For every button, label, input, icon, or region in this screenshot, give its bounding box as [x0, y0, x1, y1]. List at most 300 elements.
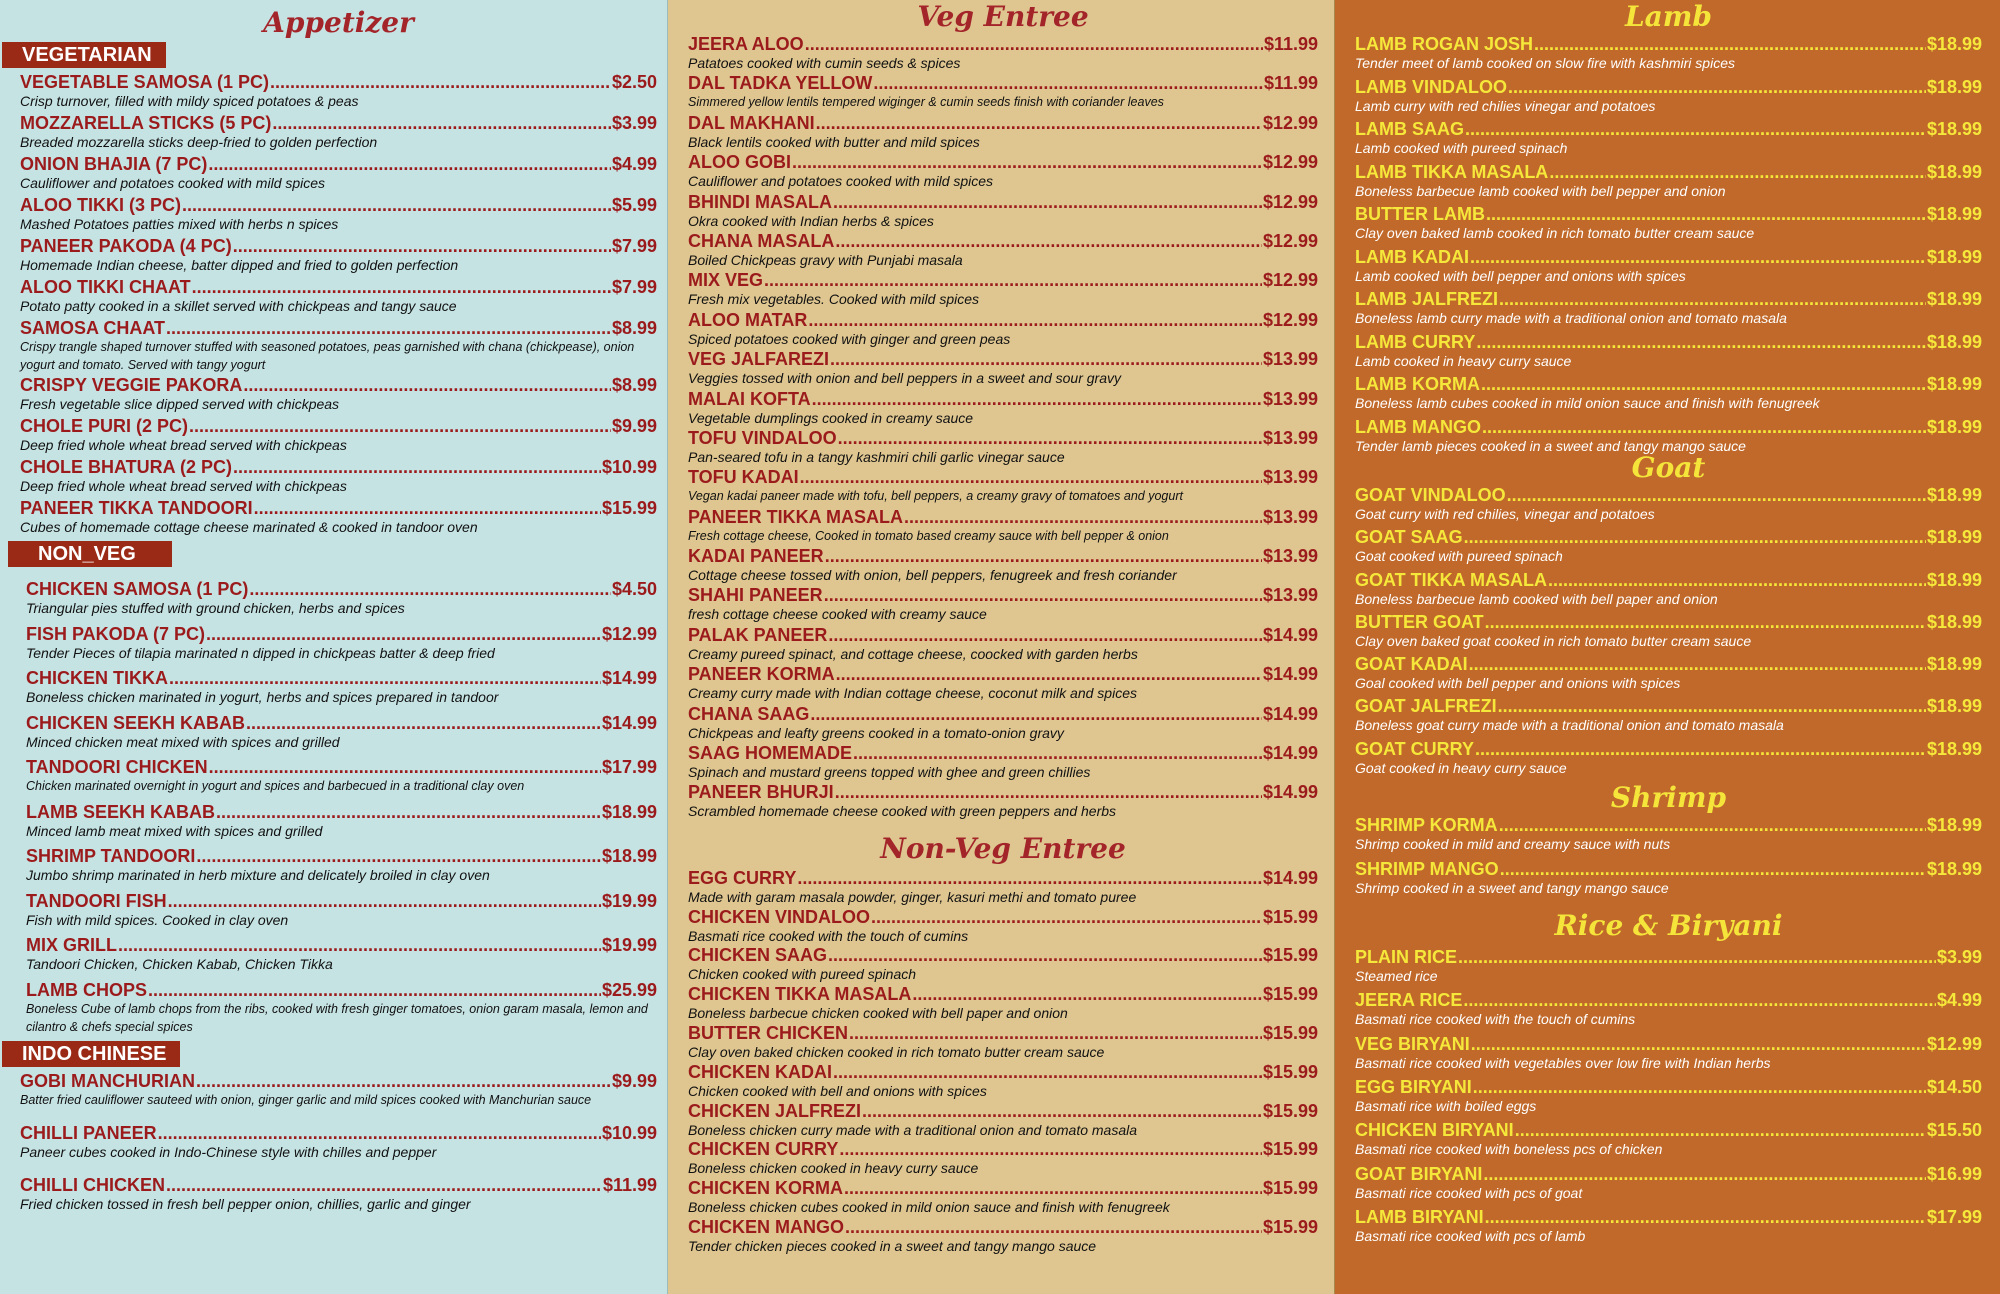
menu-item: [688, 231, 1318, 270]
dot-leader: [835, 231, 1262, 251]
dot-leader: [853, 743, 1262, 763]
item-price: $14.99: [1262, 664, 1318, 685]
item-price: $14.99: [1262, 743, 1318, 764]
item-name: CHICKEN BIRYANI: [1355, 1120, 1514, 1141]
menu-item: [1355, 332, 1982, 375]
item-price: $14.99: [1262, 703, 1318, 724]
item-description: Basmati rice cooked with boneless pcs of chicken: [1355, 1141, 1663, 1158]
menu-item-line: [20, 195, 657, 215]
vegetarian-list: [20, 72, 657, 539]
item-name: PANEER KORMA: [688, 664, 835, 685]
item-description: Tender meet of lamb cooked on slow fire with kashmiri spices: [1355, 55, 1735, 71]
item-name: MIX GRILL: [26, 935, 117, 955]
menu-item-line: [26, 624, 657, 644]
item-price: $11.99: [1263, 73, 1318, 94]
item-description: Basmati rice cooked with pcs of lamb: [1355, 1227, 1586, 1244]
item-name: GOAT CURRY: [1355, 738, 1474, 759]
item-price: $3.99: [1936, 947, 1982, 968]
dot-leader: [1475, 739, 1926, 759]
non-veg-band: NON_VEG: [8, 541, 172, 567]
dot-leader: [800, 467, 1262, 487]
dot-leader: [816, 113, 1262, 133]
item-description: Spiced potatoes cooked with ginger and green peas: [688, 330, 1011, 347]
item-description: Lamb cooked with pureed spinach: [1355, 140, 1568, 156]
item-name: LAMB VINDALOO: [1355, 76, 1507, 97]
menu-item-line: [20, 277, 657, 297]
dot-leader: [270, 72, 611, 92]
dot-leader: [1469, 654, 1926, 674]
item-description: Chicken cooked with pureed spinach: [688, 966, 917, 983]
menu-item-line: [1355, 417, 1982, 437]
item-description: Vegan kadai paneer made with tofu, bell peppers, a creamy gravy of tomatoes and yogurt: [688, 489, 1183, 504]
item-price: $12.99: [1926, 1033, 1982, 1054]
item-description: Lamb cooked in heavy curry sauce: [1355, 352, 1572, 369]
item-price: $15.99: [1262, 906, 1318, 927]
dot-leader: [246, 713, 601, 733]
menu-item: [20, 1175, 657, 1227]
item-description: Boneless barbecue lamb cooked with bell pepper and onion: [1355, 182, 1726, 199]
menu-item-line: [20, 375, 657, 395]
dot-leader: [1498, 696, 1926, 716]
appetizer-heading: Appetizer: [263, 6, 414, 39]
item-price: $10.99: [601, 1122, 657, 1143]
dot-leader: [828, 625, 1262, 645]
item-price: $13.99: [1262, 388, 1318, 409]
item-description: Tender chicken pieces cooked in a sweet and tangy mango sauce: [688, 1237, 1097, 1254]
item-name: DAL TADKA YELLOW: [688, 73, 873, 94]
menu-item: [688, 507, 1318, 546]
dot-leader: [1471, 1034, 1926, 1054]
menu-item: [1355, 162, 1982, 205]
dot-leader: [839, 1139, 1262, 1159]
item-description: Chicken cooked with bell and onions with spices: [688, 1082, 987, 1099]
menu-item: [26, 624, 657, 669]
item-description: Okra cooked with Indian herbs & spices: [688, 212, 934, 229]
item-price: $19.99: [601, 935, 657, 955]
menu-item: [688, 34, 1318, 73]
item-description: Patatoes cooked with cumin seeds & spices: [688, 55, 961, 71]
menu-item: [688, 907, 1318, 946]
dot-leader: [1485, 612, 1926, 632]
item-description: Basmati rice cooked with the touch of cumins: [1355, 1011, 1636, 1028]
item-name: CHILLI CHICKEN: [20, 1174, 165, 1195]
menu-item-line: [688, 73, 1318, 93]
menu-item-line: [688, 664, 1318, 684]
menu-item-line: [20, 416, 657, 436]
menu-item: [688, 704, 1318, 743]
menu-item: [688, 428, 1318, 467]
item-name: CHOLE BHATURA (2 PC): [20, 457, 232, 477]
menu-item-line: [1355, 990, 1982, 1010]
menu-item-line: [688, 1139, 1318, 1159]
item-price: $4.99: [1936, 990, 1982, 1011]
menu-item-line: [688, 34, 1318, 54]
item-price: $13.99: [1262, 427, 1318, 448]
item-description: Basmati rice with boiled eggs: [1355, 1097, 1537, 1114]
item-description: Crisp turnover, filled with mildy spiced potatoes & peas: [20, 93, 359, 109]
item-price: $14.99: [1262, 624, 1318, 645]
menu-item-line: [688, 546, 1318, 566]
item-price: $15.99: [1262, 1100, 1318, 1121]
menu-item-line: [1355, 289, 1982, 309]
item-description: Crispy trangle shaped turnover stuffed with seasoned potatoes, peas garnished with chana (chickpease), onion yogurt and tomato. Served with tangy yogurt: [20, 340, 635, 372]
dot-leader: [1507, 485, 1926, 505]
item-name: CHICKEN KADAI: [688, 1061, 832, 1082]
menu-item: [688, 1023, 1318, 1062]
menu-item-line: [1355, 247, 1982, 267]
item-description: Creamy pureed spinact, and cottage cheese, coocked with garden herbs: [688, 645, 1138, 662]
item-description: Batter fried cauliflower sauteed with onion, ginger garlic and mild spices cooked with Manchurian sauce: [20, 1092, 592, 1107]
item-price: $8.99: [611, 318, 657, 338]
non-veg-entree-list: [688, 868, 1318, 1256]
item-name: PANEER TIKKA TANDOORI: [20, 498, 253, 518]
menu-item-line: [1355, 332, 1982, 352]
item-description: Basmati rice cooked with the touch of cumins: [688, 927, 969, 944]
dot-leader: [196, 1071, 611, 1091]
dot-leader: [272, 113, 611, 133]
dot-leader: [808, 310, 1262, 330]
item-description: Fresh vegetable slice dipped served with chickpeas: [20, 396, 340, 412]
item-name: GOBI MANCHURIAN: [20, 1070, 195, 1091]
item-description: Minced chicken meat mixed with spices and grilled: [26, 733, 340, 750]
item-name: LAMB BIRYANI: [1355, 1206, 1484, 1227]
item-name: LAMB CHOPS: [26, 979, 147, 1000]
rice-list: [1355, 947, 1982, 1250]
item-name: FISH PAKODA (7 PC): [26, 623, 206, 644]
menu-item: [1355, 204, 1982, 247]
menu-item-line: [20, 72, 657, 92]
menu-item-line: [1355, 859, 1982, 879]
item-price: $12.99: [1262, 112, 1318, 133]
dot-leader: [148, 980, 601, 1000]
dot-leader: [192, 277, 611, 297]
item-price: $18.99: [1926, 416, 1982, 437]
dot-leader: [824, 585, 1262, 605]
item-price: $12.99: [1262, 230, 1318, 251]
item-name: TANDOORI FISH: [26, 890, 167, 911]
item-description: Basmati rice cooked with pcs of goat: [1355, 1184, 1583, 1201]
dot-leader: [833, 1062, 1262, 1082]
item-price: $15.99: [1262, 984, 1318, 1005]
dot-leader: [1508, 77, 1926, 97]
dot-leader: [254, 498, 601, 518]
menu-item-line: [688, 310, 1318, 330]
menu-item-line: [688, 868, 1318, 888]
item-name: LAMB CURRY: [1355, 331, 1476, 352]
item-description: Goat cooked with pureed spinach: [1355, 548, 1563, 565]
dot-leader: [233, 457, 601, 477]
menu-item-line: [20, 498, 657, 518]
item-price: $18.99: [1926, 611, 1982, 632]
dot-leader: [812, 389, 1262, 409]
dot-leader: [168, 891, 601, 911]
item-description: Boneless lamb curry made with a traditional onion and tomato masala: [1355, 310, 1787, 326]
dot-leader: [764, 270, 1262, 290]
menu-item-line: [20, 1175, 657, 1195]
item-description: Tender lamb pieces cooked in a sweet and tangy mango sauce: [1355, 437, 1746, 454]
item-name: JEERA ALOO: [688, 34, 804, 54]
item-name: PANEER PAKODA (4 PC): [20, 236, 232, 256]
item-price: $8.99: [611, 375, 657, 395]
dot-leader: [904, 507, 1262, 527]
menu-item: [20, 1071, 657, 1123]
item-name: EGG CURRY: [688, 867, 797, 888]
menu-item: [1355, 1207, 1982, 1250]
item-name: CRISPY VEGGIE PAKORA: [20, 375, 243, 395]
menu-item: [26, 713, 657, 758]
item-name: LAMB SAAG: [1355, 119, 1464, 139]
dot-leader: [1483, 1164, 1926, 1184]
item-price: $12.99: [1262, 191, 1318, 212]
menu-item-line: [1355, 1120, 1982, 1140]
item-name: CHICKEN VINDALOO: [688, 906, 871, 927]
indo-chinese-list: [20, 1071, 657, 1227]
item-name: CHICKEN JALFREZI: [688, 1100, 862, 1121]
item-price: $13.99: [1262, 546, 1318, 567]
item-description: Deep fried whole wheat bread served with chickpeas: [20, 437, 347, 453]
menu-item: [1355, 815, 1982, 859]
lamb-list: [1355, 34, 1982, 459]
item-name: SHAHI PANEER: [688, 585, 823, 606]
menu-item: [1355, 990, 1982, 1033]
item-price: $25.99: [601, 979, 657, 1000]
menu-item: [688, 945, 1318, 984]
item-name: VEG JALFAREZI: [688, 349, 830, 370]
item-name: TOFU VINDALOO: [688, 427, 837, 448]
dot-leader: [182, 195, 611, 215]
item-price: $18.99: [1926, 859, 1982, 880]
item-name: GOAT BIRYANI: [1355, 1163, 1483, 1184]
item-description: Shrimp cooked in mild and creamy sauce with nuts: [1355, 836, 1671, 853]
menu-item: [20, 416, 657, 457]
menu-item-line: [1355, 1207, 1982, 1227]
dot-leader: [862, 1101, 1262, 1121]
item-name: GOAT SAAG: [1355, 527, 1463, 548]
menu-item: [688, 585, 1318, 624]
menu-item-line: [1355, 34, 1982, 54]
item-name: CHICKEN CURRY: [688, 1139, 839, 1160]
dot-leader: [196, 846, 601, 866]
item-description: Minced lamb meat mixed with spices and grilled: [26, 822, 323, 839]
menu-item-line: [1355, 654, 1982, 674]
menu-item-line: [1355, 612, 1982, 632]
item-name: CHICKEN SEEKH KABAB: [26, 712, 246, 733]
item-name: SAAG HOMEMADE: [688, 743, 853, 764]
menu-item: [1355, 1034, 1982, 1077]
menu-item: [688, 192, 1318, 231]
menu-item-line: [1355, 739, 1982, 759]
menu-item-line: [1355, 815, 1982, 835]
item-name: CHANA MASALA: [688, 230, 835, 251]
dot-leader: [835, 782, 1262, 802]
item-description: fresh cottage cheese cooked with creamy sauce: [688, 606, 987, 623]
menu-item-line: [688, 984, 1318, 1004]
item-description: Fresh cottage cheese, Cooked in tomato based creamy sauce with bell pepper & onion: [688, 528, 1169, 543]
item-description: Clay oven baked lamb cooked in rich tomato butter cream sauce: [1355, 225, 1755, 241]
item-price: $14.99: [1262, 782, 1318, 803]
menu-item: [688, 1101, 1318, 1140]
item-name: CHICKEN TIKKA MASALA: [688, 984, 912, 1005]
menu-item-line: [1355, 204, 1982, 224]
dot-leader: [166, 1175, 602, 1195]
goat-list: [1355, 485, 1982, 781]
item-name: BUTTER CHICKEN: [688, 1023, 848, 1043]
menu-item-line: [688, 270, 1318, 290]
dot-leader: [871, 907, 1262, 927]
item-description: Basmati rice cooked with vegetables over low fire with Indian herbs: [1355, 1054, 1771, 1071]
dot-leader: [166, 318, 611, 338]
menu-item: [688, 664, 1318, 703]
item-description: Boneless goat curry made with a traditional onion and tomato masala: [1355, 717, 1784, 734]
item-price: $5.99: [611, 195, 657, 215]
item-price: $18.99: [1926, 76, 1982, 97]
dot-leader: [118, 935, 601, 955]
item-description: Clay oven baked chicken cooked in rich tomato butter cream sauce: [688, 1044, 1105, 1060]
item-price: $3.99: [611, 113, 657, 133]
item-description: Made with garam masala powder, ginger, kasuri methi and tomato puree: [688, 888, 1137, 905]
item-price: $9.99: [611, 1070, 657, 1091]
item-name: SAMOSA CHAAT: [20, 318, 165, 338]
item-price: $18.99: [1926, 696, 1982, 717]
menu-item-line: [688, 349, 1318, 369]
menu-item-line: [688, 152, 1318, 172]
item-name: TANDOORI CHICKEN: [26, 757, 208, 777]
item-description: Clay oven baked goat cooked in rich tomato butter cream sauce: [1355, 632, 1752, 649]
item-price: $18.99: [1926, 485, 1982, 505]
item-description: Chicken marinated overnight in yogurt and spices and barbecued in a traditional clay oven: [26, 779, 525, 793]
item-name: VEGETABLE SAMOSA (1 PC): [20, 72, 270, 92]
menu-item: [1355, 1164, 1982, 1207]
item-price: $18.99: [601, 846, 657, 866]
item-price: $18.99: [1926, 119, 1982, 139]
item-price: $4.99: [611, 154, 657, 174]
menu-item-line: [688, 625, 1318, 645]
menu-item-line: [688, 782, 1318, 802]
entree-column: [668, 0, 1335, 1294]
item-name: BHINDI MASALA: [688, 191, 832, 212]
dot-leader: [1458, 947, 1936, 967]
item-name: LAMB TIKKA MASALA: [1355, 161, 1549, 182]
menu-item-line: [26, 579, 657, 599]
menu-item-line: [1355, 1034, 1982, 1054]
item-price: $18.99: [1926, 527, 1982, 548]
item-price: $18.99: [601, 801, 657, 822]
vegetarian-band: VEGETARIAN: [2, 42, 166, 68]
item-price: $11.99: [602, 1174, 657, 1195]
item-price: $15.99: [601, 498, 657, 518]
item-description: Chickpeas and leafty greens cooked in a tomato-onion gravy: [688, 724, 1064, 741]
menu-item-line: [688, 467, 1318, 487]
dot-leader: [838, 428, 1262, 448]
item-description: Boneless chicken cubes cooked in mild onion sauce and finish with fenugreek: [688, 1199, 1170, 1216]
item-description: Creamy curry made with Indian cottage cheese, coconut milk and spices: [688, 685, 1137, 702]
veg-entree-heading: Veg Entree: [917, 0, 1089, 33]
menu-item: [20, 1123, 657, 1175]
dot-leader: [792, 152, 1262, 172]
menu-item: [1355, 247, 1982, 290]
item-name: GOAT TIKKA MASALA: [1355, 569, 1547, 590]
item-price: $13.99: [1262, 585, 1318, 606]
menu-item: [688, 113, 1318, 152]
dot-leader: [1481, 374, 1926, 394]
menu-item: [1355, 612, 1982, 654]
menu-item: [1355, 1120, 1982, 1163]
menu-item: [1355, 34, 1982, 77]
menu-item: [688, 782, 1318, 821]
item-name: ALOO TIKKI (3 PC): [20, 195, 181, 215]
item-name: GOAT VINDALOO: [1355, 485, 1506, 505]
menu-item-line: [1355, 527, 1982, 547]
item-name: PLAIN RICE: [1355, 947, 1458, 968]
item-name: SHRIMP MANGO: [1355, 859, 1499, 880]
item-name: ONION BHAJIA (7 PC): [20, 154, 208, 174]
appetizer-column: [0, 0, 668, 1294]
item-name: LAMB KADAI: [1355, 246, 1469, 267]
item-name: KADAI PANEER: [688, 546, 824, 567]
dot-leader: [828, 945, 1262, 965]
item-price: $15.99: [1262, 1178, 1318, 1199]
dot-leader: [1464, 527, 1926, 547]
non-veg-entree-heading: Non-Veg Entree: [880, 831, 1126, 865]
menu-item: [26, 579, 657, 624]
dot-leader: [1476, 332, 1926, 352]
dot-leader: [243, 375, 611, 395]
menu-item: [20, 154, 657, 195]
dot-leader: [169, 668, 601, 688]
item-price: $17.99: [1926, 1206, 1982, 1227]
item-description: Jumbo shrimp marinated in herb mixture and delicately broiled in clay oven: [26, 867, 490, 883]
dot-leader: [836, 664, 1262, 684]
item-price: $15.99: [1262, 1061, 1318, 1082]
item-price: $13.99: [1262, 506, 1318, 527]
item-description: Veggies tossed with onion and bell peppers in a sweet and sour gravy: [688, 370, 1121, 387]
item-price: $16.99: [1926, 1163, 1982, 1184]
dot-leader: [1499, 289, 1926, 309]
item-price: $9.99: [611, 416, 657, 436]
dot-leader: [216, 802, 601, 822]
dot-leader: [206, 624, 601, 644]
item-description: Goat cooked in heavy curry sauce: [1355, 759, 1567, 776]
menu-item: [20, 277, 657, 318]
menu-item: [26, 802, 657, 847]
dot-leader: [209, 757, 601, 777]
item-description: Boneless chicken cooked in heavy curry sauce: [688, 1160, 979, 1177]
menu-item-line: [688, 113, 1318, 133]
menu-item: [20, 195, 657, 236]
menu-item-line: [20, 113, 657, 133]
menu-item-line: [20, 154, 657, 174]
item-name: GOAT JALFREZI: [1355, 696, 1497, 717]
item-description: Scrambled homemade cheese cooked with green peppers and herbs: [688, 803, 1117, 820]
shrimp-list: [1355, 815, 1982, 903]
menu-item-line: [26, 935, 657, 955]
item-description: Boneless barbecue chicken cooked with bell paper and onion: [688, 1005, 1068, 1022]
item-description: Tender Pieces of tilapia marinated n dipped in chickpeas batter & deep fried: [26, 644, 495, 661]
item-name: CHICKEN TIKKA: [26, 668, 168, 688]
item-description: Triangular pies stuffed with ground chicken, herbs and spices: [26, 600, 405, 616]
item-price: $15.99: [1262, 1216, 1318, 1237]
item-name: SHRIMP KORMA: [1355, 815, 1498, 836]
dot-leader: [825, 546, 1262, 566]
item-price: $12.99: [1262, 270, 1318, 291]
menu-item: [1355, 77, 1982, 120]
dot-leader: [797, 868, 1262, 888]
item-price: $18.99: [1926, 161, 1982, 182]
item-description: Vegetable dumplings cooked in creamy sauce: [688, 409, 974, 426]
dot-leader: [1470, 247, 1926, 267]
item-name: LAMB SEEKH KABAB: [26, 801, 215, 822]
item-description: Cauliflower and potatoes cooked with mild spices: [688, 173, 994, 190]
